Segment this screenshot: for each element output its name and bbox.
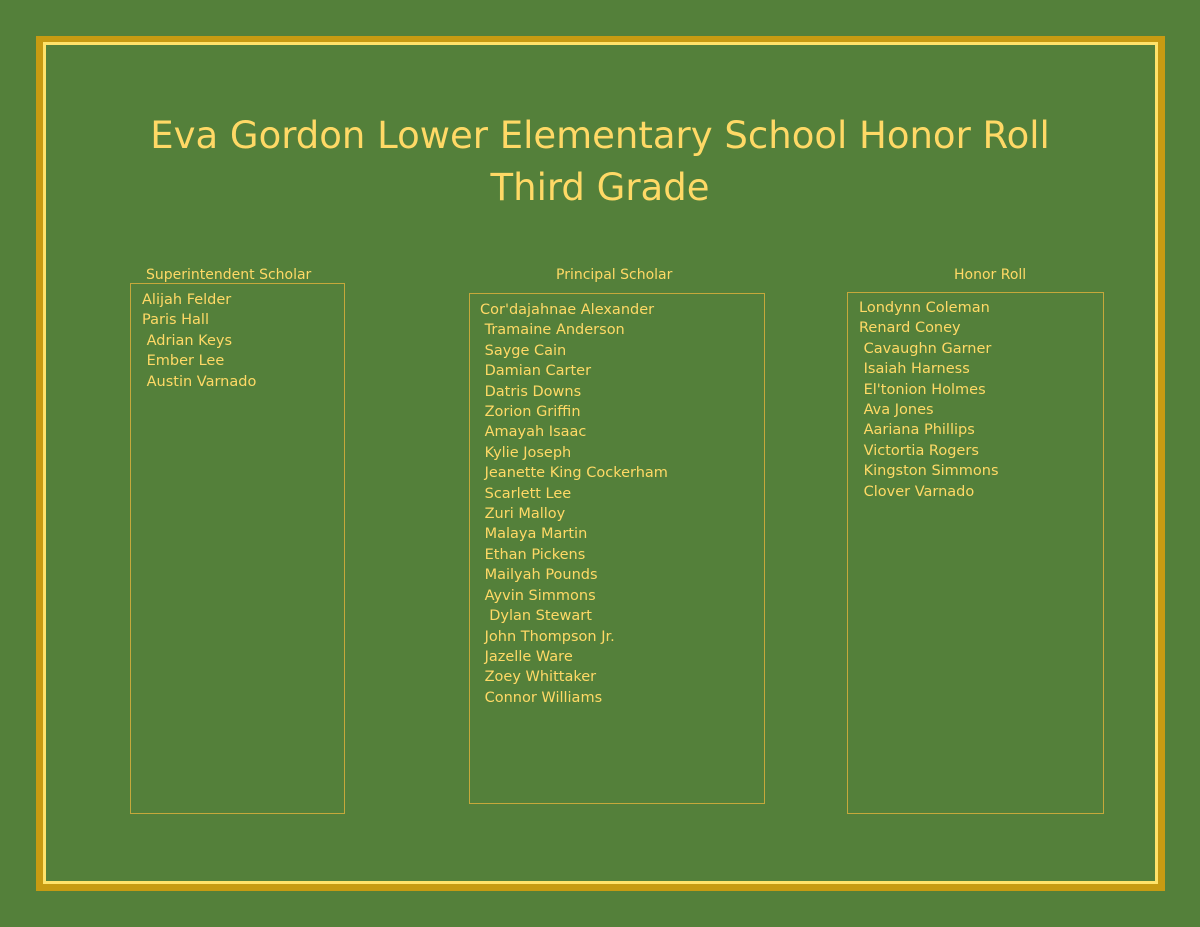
superintendent-scholar-list	[142, 290, 256, 392]
column-header-honor-roll: Honor Roll	[954, 267, 1027, 283]
list-item: Jeanette King Cockerham	[480, 465, 668, 482]
list-item: Renard Coney	[859, 320, 961, 337]
list-item: Dylan Stewart	[480, 608, 592, 625]
list-item: Zorion Griffin	[480, 404, 581, 421]
list-item: Clover Varnado	[859, 483, 975, 500]
list-item: Adrian Keys	[142, 332, 232, 349]
column-header-principal-scholar: Principal Scholar	[556, 267, 673, 283]
list-item: Amayah Isaac	[480, 424, 587, 441]
list-item: Datris Downs	[480, 383, 582, 400]
list-item: Malaya Martin	[480, 526, 588, 543]
column-header-superintendent-scholar: Superintendent Scholar	[146, 267, 312, 283]
list-item: Cor'dajahnae Alexander	[480, 302, 655, 318]
list-item: Kylie Joseph	[480, 444, 572, 461]
list-item: Mailyah Pounds	[480, 567, 598, 584]
list-item: Tramaine Anderson	[480, 322, 625, 339]
list-item: El'tonion Holmes	[859, 381, 986, 398]
list-item: Isaiah Harness	[859, 361, 970, 378]
list-item: Kingston Simmons	[859, 463, 999, 480]
honor-roll-list	[859, 298, 999, 502]
list-item: Victortia Rogers	[859, 442, 979, 459]
list-item: Alijah Felder	[142, 292, 232, 308]
list-item: Zoey Whittaker	[480, 669, 597, 686]
principal-scholar-list	[480, 300, 668, 708]
list-item: Londynn Coleman	[859, 300, 990, 316]
list-item: Cavaughn Garner	[859, 340, 992, 357]
list-item: John Thompson Jr.	[480, 628, 615, 645]
list-item: Damian Carter	[480, 363, 592, 380]
page-subtitle: Third Grade	[490, 166, 710, 209]
list-item: Austin Varnado	[142, 373, 257, 390]
list-item: Aariana Phillips	[859, 422, 975, 439]
list-item: Jazelle Ware	[480, 648, 573, 665]
list-item: Scarlett Lee	[480, 485, 572, 502]
list-item: Zuri Malloy	[480, 506, 566, 523]
list-item: Ember Lee	[142, 353, 225, 370]
list-item: Ayvin Simmons	[480, 587, 596, 604]
list-item: Connor Williams	[480, 689, 603, 706]
list-item: Ava Jones	[859, 402, 934, 419]
list-item: Paris Hall	[142, 312, 209, 329]
page-title: Eva Gordon Lower Elementary School Honor Roll	[150, 114, 1050, 157]
list-item: Sayge Cain	[480, 342, 567, 359]
list-item: Ethan Pickens	[480, 546, 586, 563]
